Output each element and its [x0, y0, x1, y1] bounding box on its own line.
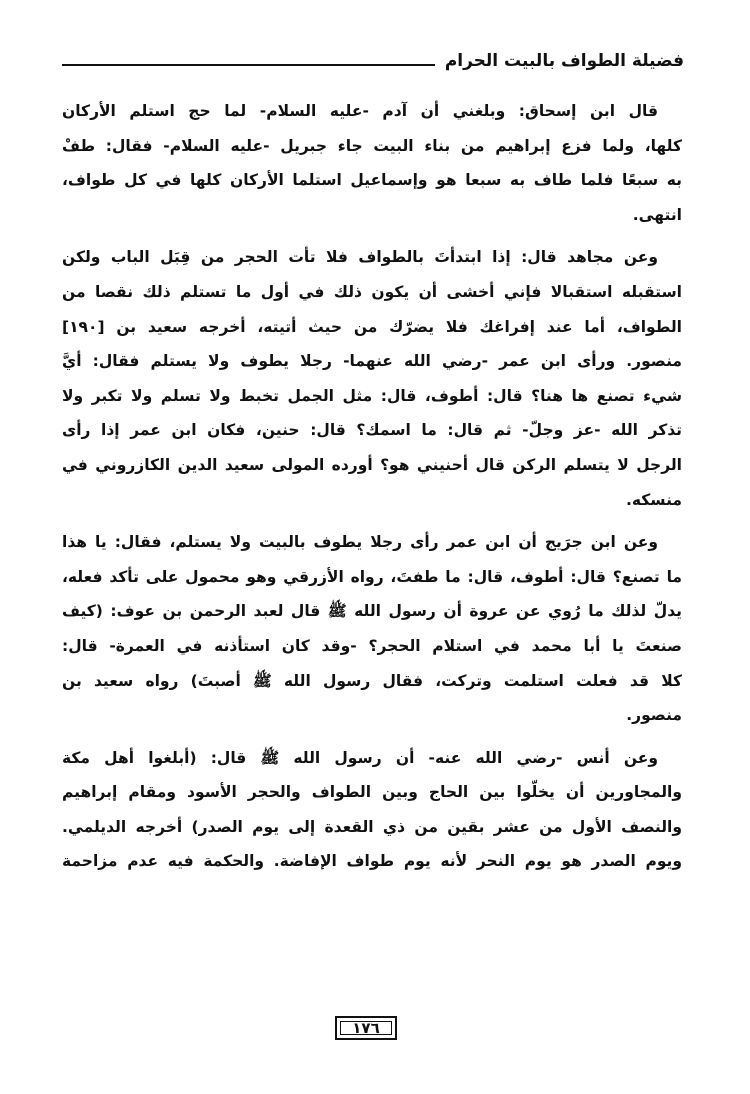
paragraph — [62, 94, 682, 232]
paragraph — [62, 525, 682, 733]
text-line: وعن أنس -رضي الله عنه- أن رسول الله ﷺ قال: (أبلغوا أهل مكة — [62, 748, 658, 767]
text-line: قال ابن إسحاق: وبلغني أن آدم -عليه السلام- لما حج استلم الأركان — [62, 102, 658, 120]
header-rule — [62, 64, 435, 66]
running-header — [62, 46, 684, 76]
paragraph — [62, 741, 682, 879]
text-line: الرجل لا يتسلم الركن قال أحنيني هو؟ أورده المولى سعيد الدين الكازروني في — [62, 455, 682, 474]
text-line: ويوم الصدر هو يوم النحر لأنه يوم طواف الإفاضة. والحكمة فيه عدم مزاحمة — [62, 852, 682, 871]
text-line: والمجاورين أن يخلّوا بين الحاج وبين الطواف والحجر الأسود ومقام إبراهيم — [62, 783, 682, 802]
text-line: به سبعًا فلما طاف به سبعا هو وإسماعيل استلما الأركان كلها في كل طواف، — [62, 171, 682, 190]
text-line: شيء تصنع ها هنا؟ قال: أطوف، قال: مثل الجمل تخبط ولا تسلم ولا تكبر ولا — [62, 386, 682, 405]
text-line: الطواف، أما عند إفراغك فلا يضرّك من حيث أتيته، أخرجه سعيد بن [١٩٠] — [62, 317, 682, 336]
text-line: ما تصنع؟ قال: أطوف، قال: ما طفتَ، رواه الأزرقي وهو محمول على تأكد فعله، — [62, 567, 682, 586]
text-line: انتهى. — [632, 205, 682, 224]
paragraph — [62, 240, 682, 517]
page-number-box — [335, 1016, 397, 1040]
text-line: تذكر الله -عز وجلّ- ثم قال: ما اسمك؟ قال: حنين، فكان ابن عمر إذا رأى — [62, 421, 682, 440]
text-line: منصور. — [626, 706, 682, 725]
body-text — [62, 94, 682, 887]
page-number: ١٧٦ — [352, 1019, 380, 1037]
text-line: وعن ابن جرَيج أن ابن عمر رأى رجلا يطوف بالبيت ولا يستلم، فقال: يا هذا — [62, 533, 658, 552]
text-line: استقبله استقبالا فإني أخشى أن يكون ذلك في أول ما تستلم ذلك نقصا من — [62, 282, 682, 301]
text-line: منسكه. — [626, 490, 682, 509]
text-line: والنصف الأول من عشر بقين من ذي القعدة إلى يوم الصدر) أخرجه الديلمي. — [62, 817, 682, 836]
text-line: يدلّ لذلك ما رُوي عن عروة أن رسول الله ﷺ قال لعبد الرحمن بن عوف: (كيف — [62, 602, 682, 621]
text-line: منصور. ورأى ابن عمر -رضي الله عنهما- رجلا يطوف ولا يستلم فقال: أيَّ — [62, 352, 682, 371]
text-line: صنعتَ يا أبا محمد في استلام الحجر؟ -وقد كان استأذنه في العمرة- قال: — [62, 636, 682, 655]
running-title: فضيلة الطواف بالبيت الحرام — [444, 51, 684, 71]
text-line: كلا قد فعلت استلمت وتركت، فقال رسول الله ﷺ أصبتَ) رواه سعيد بن — [62, 671, 682, 690]
text-line: كلها، ولما فزع إبراهيم من بناء البيت جاء جبريل -عليه السلام- فقال: طفْ — [62, 136, 682, 155]
text-line: وعن مجاهد قال: إذا ابتدأتَ بالطواف فلا تأت الحجر من قِبَل الباب ولكن — [62, 248, 658, 267]
